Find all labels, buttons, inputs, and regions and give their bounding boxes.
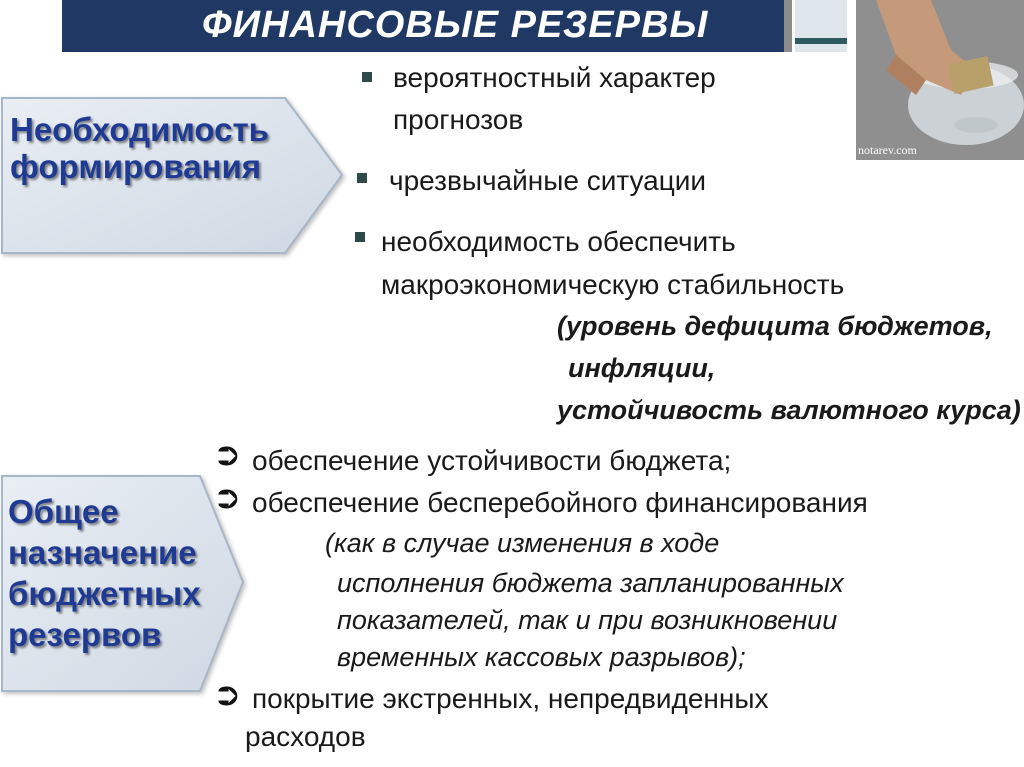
bullet-text: расходов xyxy=(245,721,366,752)
bullet-text: обеспечение бесперебойного финансирования xyxy=(252,487,868,518)
bullet-text: макроэкономическую стабильность xyxy=(381,269,845,300)
note-text: исполнения бюджета запланированных xyxy=(337,568,844,598)
bullet-text: вероятностный характер xyxy=(393,62,716,93)
necessity-label-line: формирования xyxy=(10,147,262,185)
bullet-text: покрытие экстренных, непредвиденных xyxy=(252,683,769,714)
purpose-label xyxy=(8,491,201,655)
header-left-stripe xyxy=(0,0,6,52)
square-bullet-icon xyxy=(357,173,367,183)
purpose-label-line: бюджетных xyxy=(8,575,201,612)
purpose-label-line: резервов xyxy=(8,616,162,653)
bullet-text: необходимость обеспечить xyxy=(381,226,736,257)
title-accent-block xyxy=(795,0,847,52)
hand-jar-illustration xyxy=(856,0,1024,160)
title-accent-line xyxy=(795,38,847,44)
bullet-text: прогнозов xyxy=(393,104,524,135)
title-accent-bar xyxy=(784,0,792,52)
photo-caption: notarev.com xyxy=(858,143,917,157)
note-text: устойчивость валютного курса) xyxy=(557,395,1021,425)
necessity-label-line: Необходимость xyxy=(10,111,269,148)
bullet-text: чрезвычайные ситуации xyxy=(389,165,707,196)
title-bar xyxy=(62,0,784,52)
note-text: (как в случае изменения в ходе xyxy=(325,528,720,558)
square-bullet-icon xyxy=(362,72,372,82)
circled-arrow-icon: ⮊ xyxy=(218,681,238,711)
hand-jar-photo xyxy=(856,0,1024,160)
note-text: (уровень дефицита бюджетов, xyxy=(557,311,993,341)
circled-arrow-icon: ⮊ xyxy=(218,484,238,514)
purpose-label-line: назначение xyxy=(8,534,197,571)
note-text: временных кассовых разрывов); xyxy=(337,642,746,672)
circled-arrow-icon: ⮊ xyxy=(218,441,238,471)
square-bullet-icon xyxy=(355,232,365,242)
purpose-label-line: Общее xyxy=(8,493,119,530)
bullet-text: обеспечение устойчивости бюджета; xyxy=(252,445,732,476)
note-text: показателей, так и при возникновении xyxy=(337,605,838,635)
note-text: инфляции, xyxy=(568,353,716,383)
necessity-label xyxy=(10,112,269,186)
slide-title: ФИНАНСОВЫЕ РЕЗЕРВЫ xyxy=(202,4,709,46)
